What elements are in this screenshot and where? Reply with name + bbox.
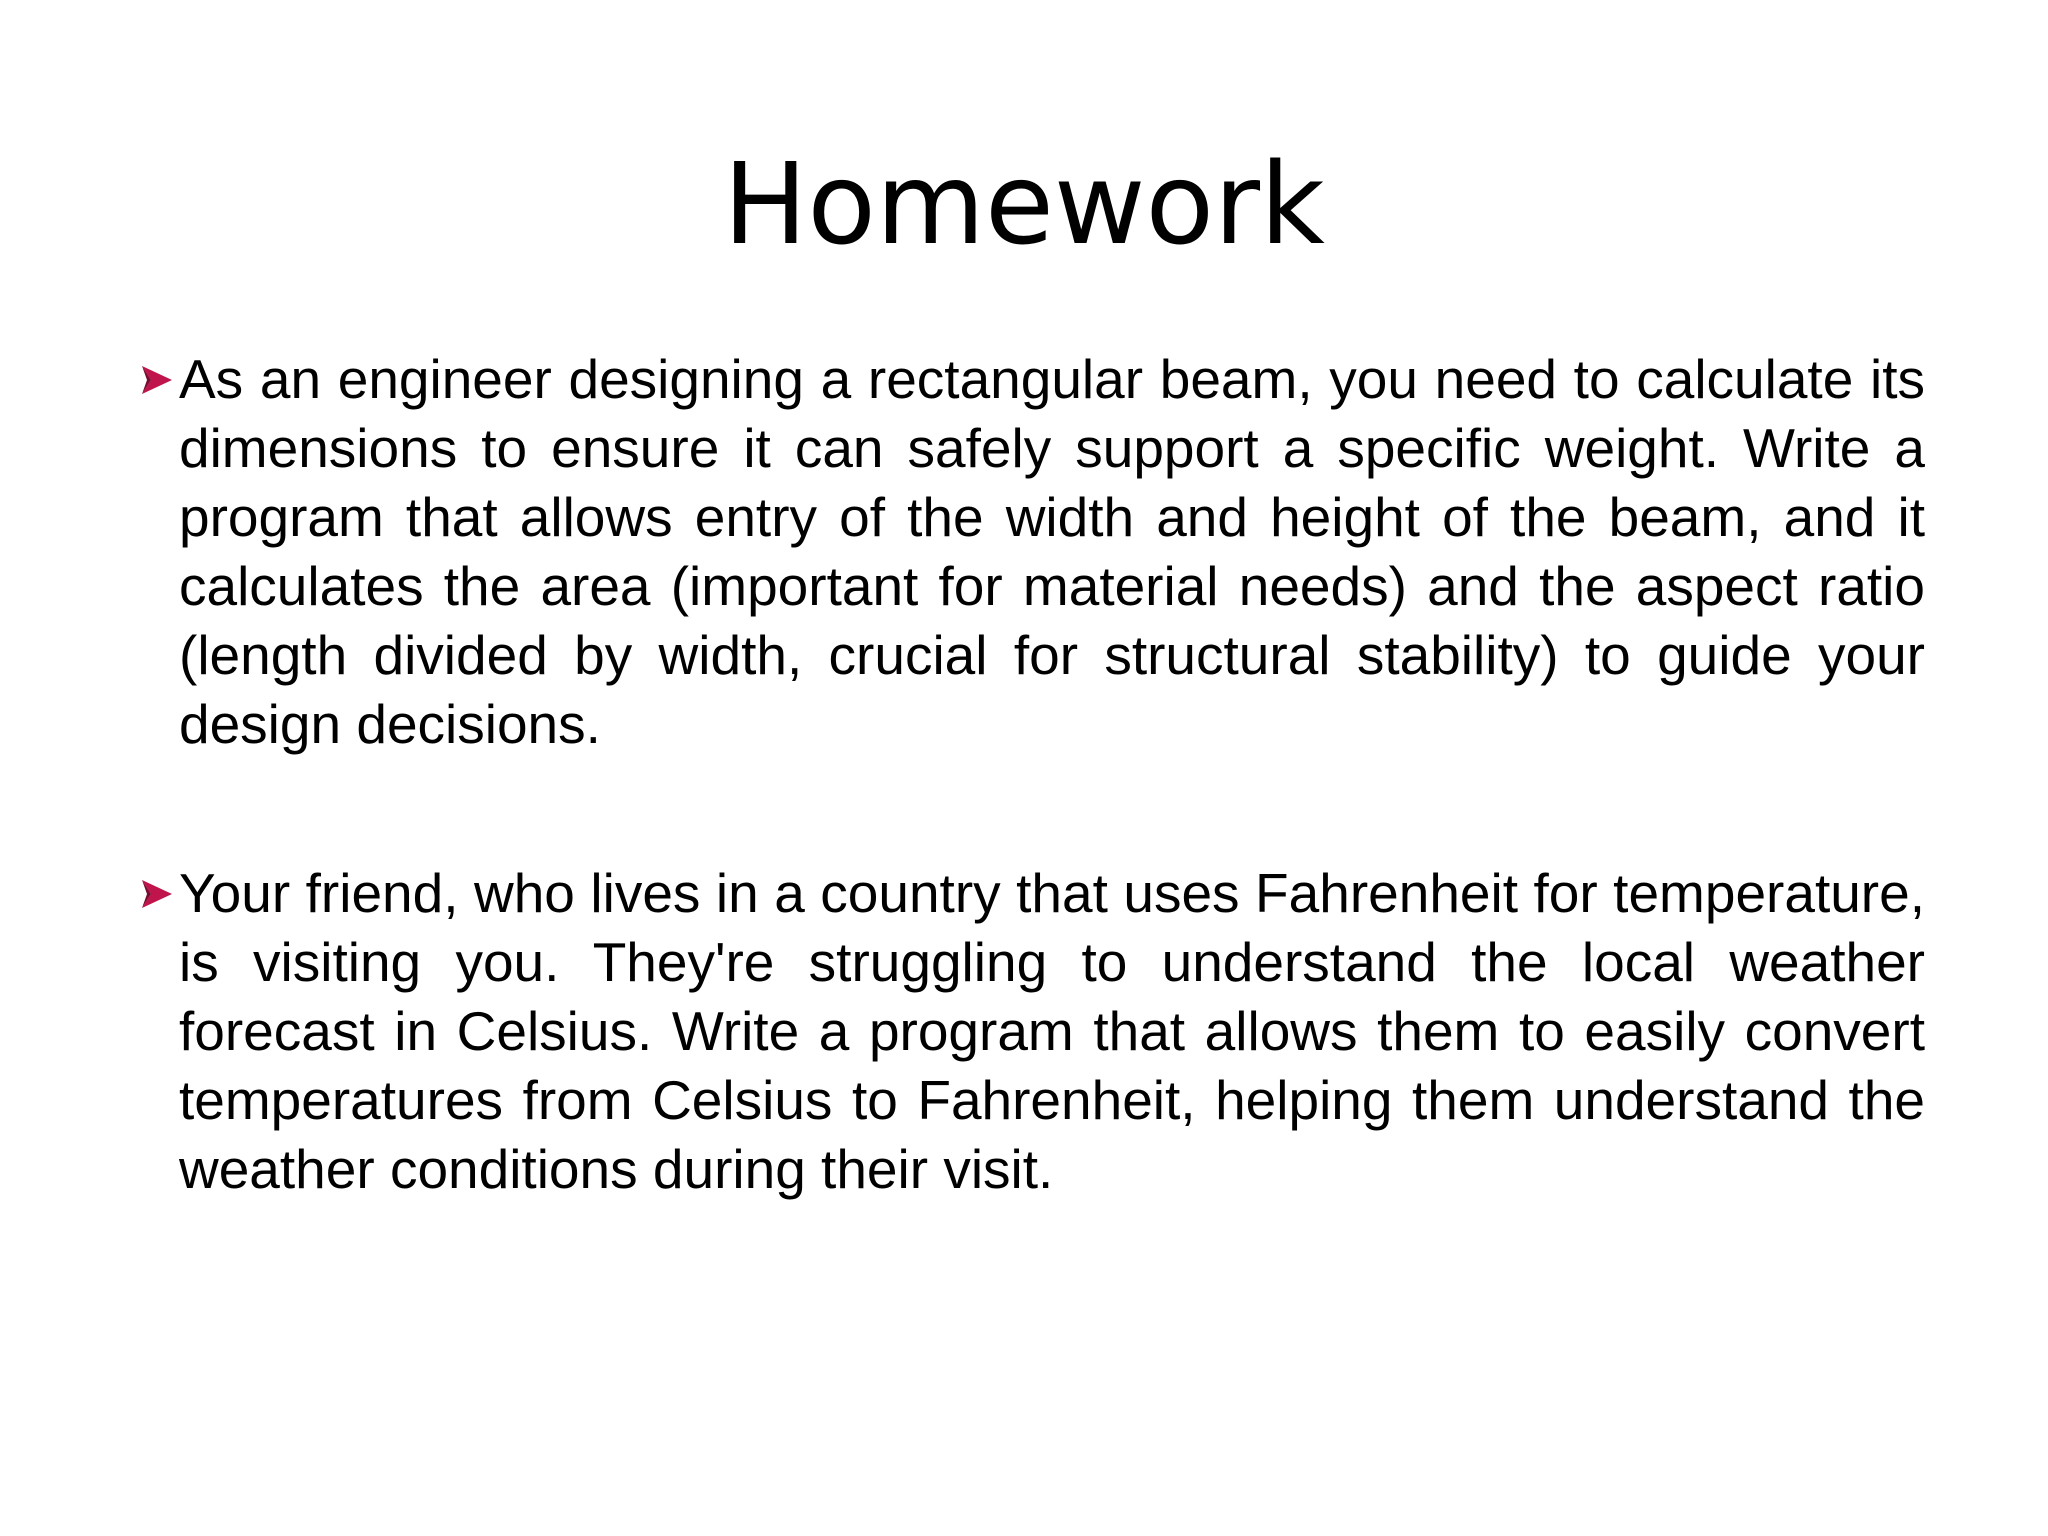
bullet-text: Your friend, who lives in a country that uses Fahrenheit for temperature, is visiting you. They're struggling to understand the local weather forecast in Celsius. Write a program that allows them to easily convert temperatures from Celsius to Fahrenheit, helping them understand the weather conditions during their visit. — [179, 862, 1925, 1200]
arrowhead-bullet-icon — [140, 877, 174, 911]
bullet-item — [140, 859, 1925, 1204]
bullet-text: As an engineer designing a rectangular beam, you need to calculate its dimensions to ensure it can safely support a specific weight. Write a program that allows entry of the width and height of the beam, and it calculates the area (important for material needs) and the aspect ratio (length divided by width, crucial for structural stability) to guide your design decisions. — [179, 348, 1925, 755]
slide-title: Homework — [723, 140, 1325, 270]
bullet-list — [140, 345, 1925, 1304]
bullet-item — [140, 345, 1925, 759]
arrowhead-bullet-icon — [140, 363, 174, 397]
